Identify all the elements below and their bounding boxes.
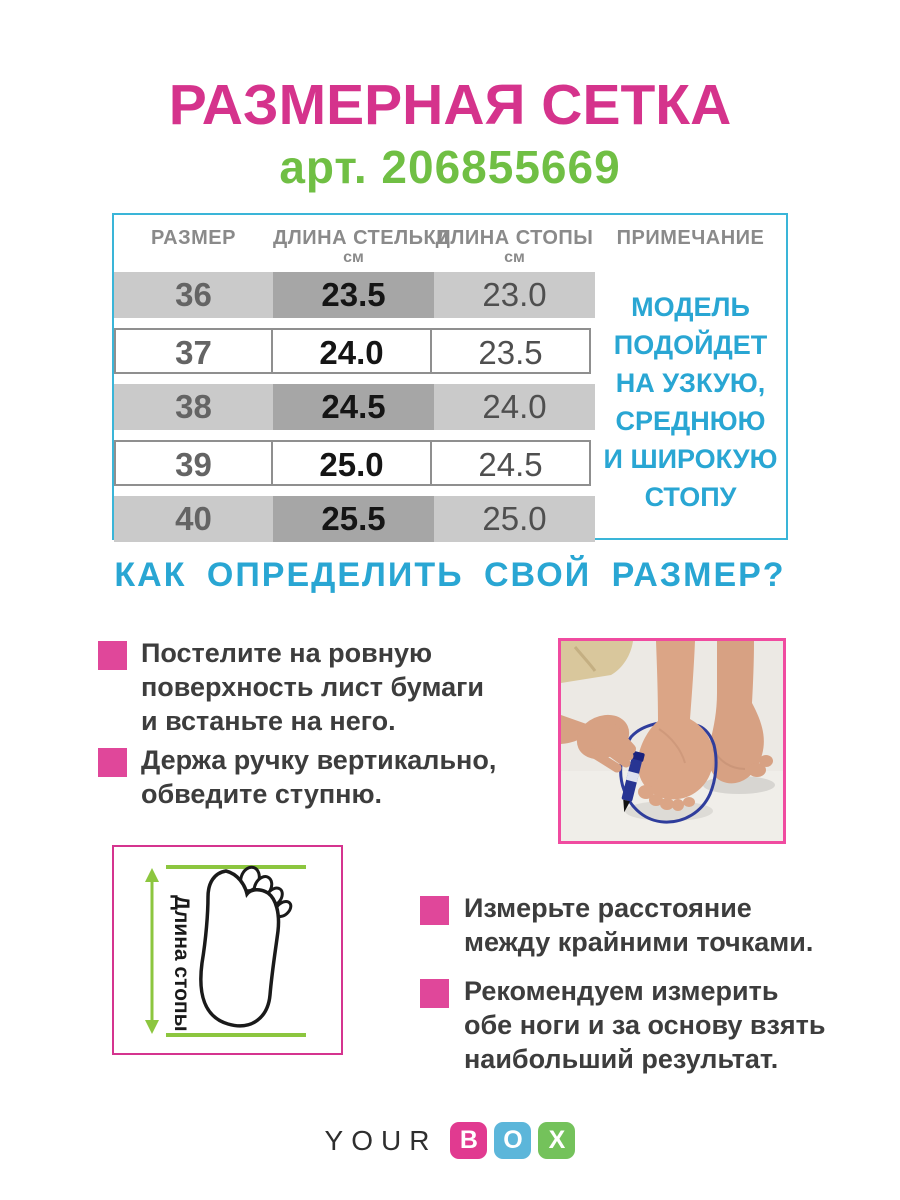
- insole-value: 25.0: [271, 440, 432, 486]
- diagram-label: Длина стопы: [170, 895, 193, 1032]
- page-title: РАЗМЕРНАЯ СЕТКА: [168, 73, 732, 137]
- step-line: Измерьте расстояние: [464, 893, 752, 923]
- logo-letter-box: B: [450, 1122, 487, 1159]
- step-2-text: [141, 743, 496, 811]
- near-toe: [683, 797, 695, 807]
- size-value: 39: [114, 440, 273, 486]
- near-toe: [660, 798, 674, 810]
- table-row: [114, 496, 595, 542]
- step-line: Держа ручку вертикально,: [141, 745, 497, 775]
- step-bullet-square: [98, 748, 127, 777]
- step-line: наибольший результат.: [464, 1044, 779, 1074]
- fit-note-line: СРЕДНЮЮ: [615, 406, 766, 436]
- sole-outline: [201, 871, 279, 1026]
- logo-letter-box: O: [494, 1122, 531, 1159]
- column-header-insole: ДЛИНА СТЕЛЬКИ: [273, 227, 452, 249]
- foot-outline-diagram: [114, 847, 341, 1053]
- column-header-note: ПРИМЕЧАНИЕ: [616, 227, 765, 249]
- arrowhead-down: [145, 1020, 159, 1034]
- foot-length-diagram: [112, 845, 343, 1055]
- insole-value: 24.5: [273, 384, 434, 430]
- logo-word: YOUR: [324, 1124, 438, 1156]
- size-value: 37: [114, 328, 273, 374]
- step-line: Рекомендуем измерить: [464, 976, 779, 1006]
- fit-note-line: СТОПУ: [644, 482, 737, 512]
- column-header-foot: ДЛИНА СТОПЫ: [435, 227, 594, 249]
- foot-value: 24.5: [430, 440, 591, 486]
- table-row: [114, 272, 595, 318]
- unit-label-foot: см: [504, 249, 525, 266]
- size-value: 38: [114, 384, 273, 430]
- step-line: обе ноги и за основу взять: [464, 1010, 826, 1040]
- step-bullet-square: [98, 641, 127, 670]
- size-table: [112, 213, 788, 540]
- foot-tracing-illustration: [561, 641, 783, 841]
- unit-label-insole: см: [343, 249, 364, 266]
- howto-heading: КАК ОПРЕДЕЛИТЬ СВОЙ РАЗМЕР?: [114, 556, 786, 594]
- foot-tracing-photo: [558, 638, 786, 844]
- table-row: [114, 328, 595, 374]
- step-line: обведите ступню.: [141, 779, 383, 809]
- near-toe: [672, 799, 684, 811]
- step-4-text: [464, 974, 826, 1076]
- insole-value: 25.5: [273, 496, 434, 542]
- table-row: [114, 440, 595, 486]
- far-toe: [759, 755, 773, 767]
- step-bullet-square: [420, 896, 449, 925]
- foot-value: 24.0: [434, 384, 595, 430]
- step-1-text: [141, 636, 484, 738]
- size-value: 36: [114, 272, 273, 318]
- fit-note: [595, 272, 786, 532]
- step-line: между крайними точками.: [464, 927, 814, 957]
- step-3-text: [464, 891, 813, 959]
- step-bullet-square: [420, 979, 449, 1008]
- step-line: Постелите на ровную: [141, 638, 433, 668]
- fit-note-line: И ШИРОКУЮ: [603, 444, 778, 474]
- logo-letter-box: X: [538, 1122, 575, 1159]
- step-line: поверхность лист бумаги: [141, 672, 484, 702]
- foot-value: 23.0: [434, 272, 595, 318]
- foot-value: 23.5: [430, 328, 591, 374]
- brand-logo: [0, 1122, 900, 1159]
- insole-value: 24.0: [271, 328, 432, 374]
- fit-note-line: НА УЗКУЮ,: [615, 368, 766, 398]
- column-header-size: РАЗМЕР: [151, 227, 236, 249]
- insole-value: 23.5: [273, 272, 434, 318]
- fit-note-line: МОДЕЛЬ: [631, 292, 750, 322]
- size-table-rows: [114, 272, 595, 552]
- size-value: 40: [114, 496, 273, 542]
- fit-note-line: ПОДОЙДЕТ: [613, 330, 768, 360]
- table-row: [114, 384, 595, 430]
- arrowhead-up: [145, 868, 159, 882]
- step-line: и встаньте на него.: [141, 706, 396, 736]
- article-number: арт. 206855669: [279, 141, 621, 193]
- foot-value: 25.0: [434, 496, 595, 542]
